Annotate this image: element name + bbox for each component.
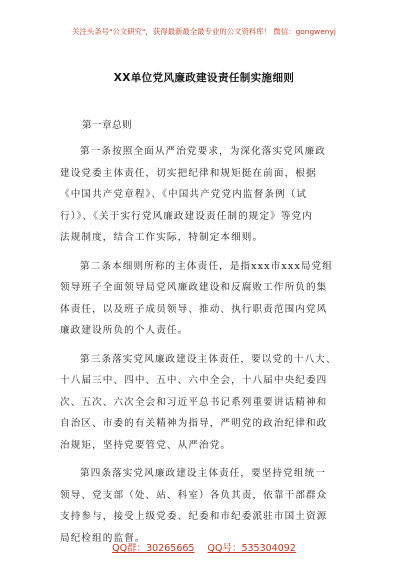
text-line: 自治区、市委的有关精神为指导，严明党的政治纪律和政 (60, 418, 328, 429)
header-banner: 关注头条号"公文研究"，获得最新最全最专业的公文资料库！ 微信：gongwenyj (72, 27, 336, 36)
text-line: 十八届三中、四中、五中、六中全会，十八届中央纪委四 (60, 375, 328, 386)
text-line: 行）》、《关于实行党风廉政建设责任制的规定》等党内 (60, 210, 313, 222)
article-1-paragraph (60, 141, 350, 249)
text-line: 次、五次、六次全会和习近平总书记系列重要讲话精神和 (60, 396, 328, 408)
footer-contact (0, 540, 408, 554)
text-line: 《中国共产党章程》、《中国共产党党内监督条例（试 (60, 189, 308, 200)
document-body (60, 118, 350, 556)
text-line: 局纪检组的监督。 (60, 532, 146, 544)
text-line: 第四条落实党风廉政建设主体责任，要坚持党组统一 (80, 468, 326, 479)
chapter-heading: 第一章总则 (82, 120, 132, 131)
text-line: 支持参与，接受上级党委、纪委和市纪委派驻市国土资源 (60, 511, 328, 522)
article-3-paragraph (60, 349, 350, 457)
qq-number: 535304092 (241, 543, 296, 554)
text-line: 领导班子全面领导局党风廉政建设和反腐败工作所负的集 (60, 282, 328, 293)
qq-group-label: QQ群： (112, 543, 147, 554)
qq-label: QQ号： (207, 543, 242, 554)
qq-contact (207, 540, 295, 554)
text-line: 第一条按照全面从严治党要求，为深化落实党风廉政 (80, 146, 326, 157)
qq-group-contact (112, 540, 194, 554)
qq-group-number: 30265665 (146, 543, 195, 554)
text-line: 第三条落实党风廉政建设主体责任，要以党的十八大、 (80, 353, 337, 365)
text-line: 体责任，以及班子成员领导、推动、执行职责范围内党风 (60, 303, 328, 315)
article-2-paragraph (60, 256, 350, 342)
text-line: 建设党委主体责任，切实把纪律和规矩挺在前面，根据 (60, 167, 317, 179)
text-line: 第二条本细则所称的主体责任，是指xxx市xxx局党组 (80, 260, 333, 272)
text-line: 廉政建设所负的个人责任。 (60, 325, 189, 336)
text-line: 领导、党支部（处、站、科室）各负其责，依靠干部群众 (60, 489, 328, 501)
article-4-paragraph (60, 463, 350, 549)
text-line: 法规制度，结合工作实际，特制定本细则。 (60, 232, 264, 243)
text-line: 治规矩，坚持党要管党、从严治党。 (60, 439, 232, 451)
document-title: XX单位党风廉政建设责任制实施细则 (113, 72, 295, 84)
